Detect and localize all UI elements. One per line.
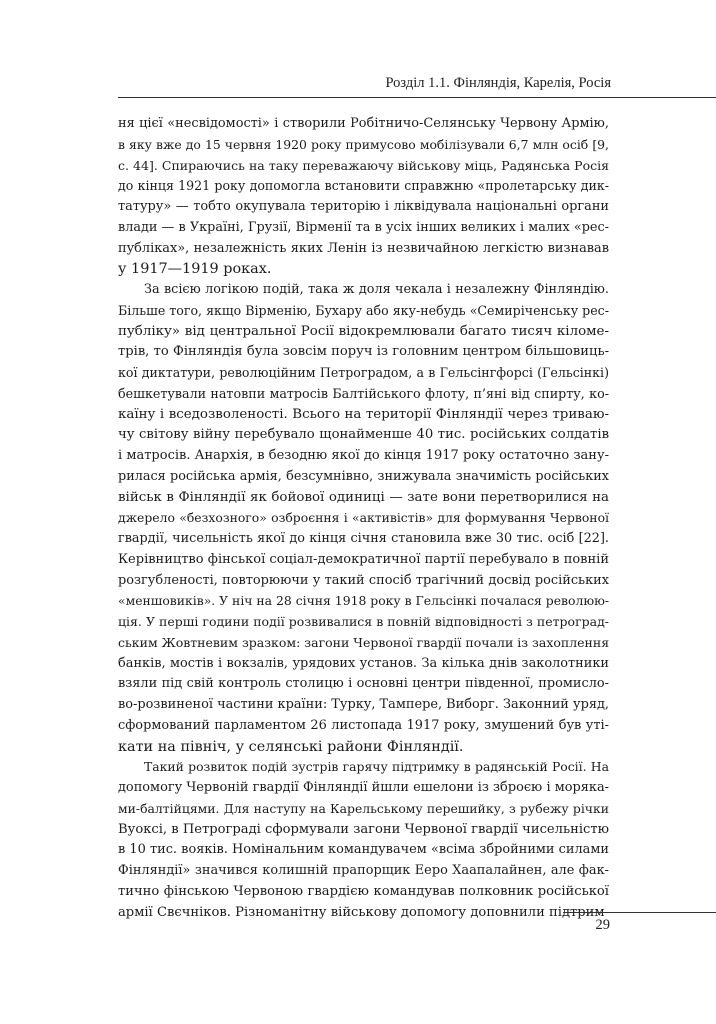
- text-line: влади — в Україні, Грузії, Вірменії та в усіх інших великих і малих «рес-: [118, 219, 609, 235]
- text-line: Керівництво фінської соціал-демократичної партії перебувало в повній: [118, 551, 609, 567]
- paragraph-first-line: Такий розвиток подій зустрів гарячу підтримку в радянській Росії. На: [144, 759, 609, 775]
- text-line: ським Жовтневим зразком: загони Червоної гвардії почали із захоплення: [118, 634, 610, 650]
- text-line: в яку вже до 15 червня 1920 року примусово мобілізували 6,7 млн осіб [9,: [118, 136, 609, 152]
- text-line: ня цієї «несвідомості» і створили Робітничо-Селянську Червону Армію,: [118, 116, 609, 131]
- text-line: во-розвиненої частини країни: Турку, Тампере, Виборг. Законний уряд,: [118, 697, 609, 712]
- text-line: тично фінською Червоною гвардією командував полковник російської: [118, 883, 609, 899]
- text-line: рилася російська армія, безсумнівно, знижувала значимість російських: [118, 468, 609, 484]
- page-number: 29: [595, 917, 610, 933]
- text-line: с. 44]. Спираючись на таку переважаючу військову міць, Радянська Росія: [118, 157, 609, 173]
- text-line: банків, мостів і вокзалів, урядових установ. За кілька днів заколотники: [118, 655, 609, 671]
- text-line: до кінця 1921 року допомогла встановити справжню «пролетарську дик-: [118, 178, 609, 194]
- text-line: публіках», незалежність яких Ленін із незвичайною легкістю визнавав: [118, 240, 609, 256]
- header-rule: [118, 97, 716, 98]
- text-line: армії Свєчніков. Різноманітну військову допомогу доповнили підтрим-: [118, 904, 609, 920]
- text-line: каїну і вседозволеності. Всього на території Фінляндії через триваю-: [118, 406, 609, 422]
- text-line: допомогу Червоній гвардії Фінляндії йшли ешелони із зброєю і моряка-: [118, 780, 609, 795]
- text-line: Вуоксі, в Петрограді сформували загони Червоної гвардії чисельністю: [118, 821, 609, 837]
- text-line: чу світову війну перебувало щонайменше 40 тис. російських солдатів: [118, 427, 609, 443]
- text-line: Більше того, якщо Вірменію, Бухару або яку-небудь «Семиріченську рес-: [118, 302, 609, 318]
- text-line: ми-балтійцями. Для наступу на Карельському перешийку, з рубежу річки: [118, 800, 609, 816]
- text-line: ція. У перші години події розвивалися в повній відповідності з петроград-: [118, 614, 609, 629]
- footer-rule: [563, 912, 716, 913]
- text-line: у 1917—1919 роках.: [118, 261, 272, 278]
- text-line: кої диктатури, революційним Петроградом, а в Гельсінгфорсі (Гельсінкі): [118, 365, 609, 380]
- text-line: трів, то Фінляндія була зовсім поруч із головним центром більшовиць-: [118, 344, 609, 360]
- text-line: військ в Фінляндії як бойової одиниці — зате вони перетворилися на: [118, 489, 609, 505]
- text-line: джерело «безхозного» озброєння і «активістів» для формування Червоної: [118, 510, 609, 526]
- running-title: Розділ 1.1. Фінляндія, Карелія, Росія: [385, 75, 611, 91]
- text-line: бешкетували натовпи матросів Балтійського флоту, п’яні від спирту, ко-: [118, 385, 609, 401]
- text-line: взяли під свій контроль столицю і основні центри південної, промисло-: [118, 676, 609, 692]
- text-line: «меншовиків». У ніч на 28 січня 1918 року в Гельсінкі почалася революю-: [118, 593, 610, 609]
- text-line: татуру» — тобто окупувала територію і ліквідувала національні органи: [118, 199, 609, 214]
- text-line: і матросів. Анархія, в безодню якої до кінця 1917 року остаточно зану-: [118, 448, 609, 463]
- paragraph-first-line: За всією логікою подій, така ж доля чекала і незалежну Фінляндію.: [144, 282, 609, 297]
- text-line: кати на північ, у селянські райони Фінляндії.: [118, 738, 464, 755]
- text-line: в 10 тис. вояків. Номінальним командувачем «всіма збройними силами: [118, 842, 609, 858]
- text-line: сформований парламентом 26 листопада 1917 року, змушений був уті-: [118, 717, 609, 733]
- text-line: розгубленості, повторюючи у такий спосіб трагічний досвід російських: [118, 572, 609, 588]
- text-line: Фінляндії» значився колишній прапорщик Ееро Хаапалайнен, але фак-: [118, 863, 609, 878]
- body-text: [118, 114, 609, 923]
- text-line: гвардії, чисельність якої до кінця січня становила вже 30 тис. осіб [22].: [118, 531, 609, 546]
- text-line: публіку» від центральної Росії відокремлювали багато тисяч кіломе-: [118, 323, 609, 339]
